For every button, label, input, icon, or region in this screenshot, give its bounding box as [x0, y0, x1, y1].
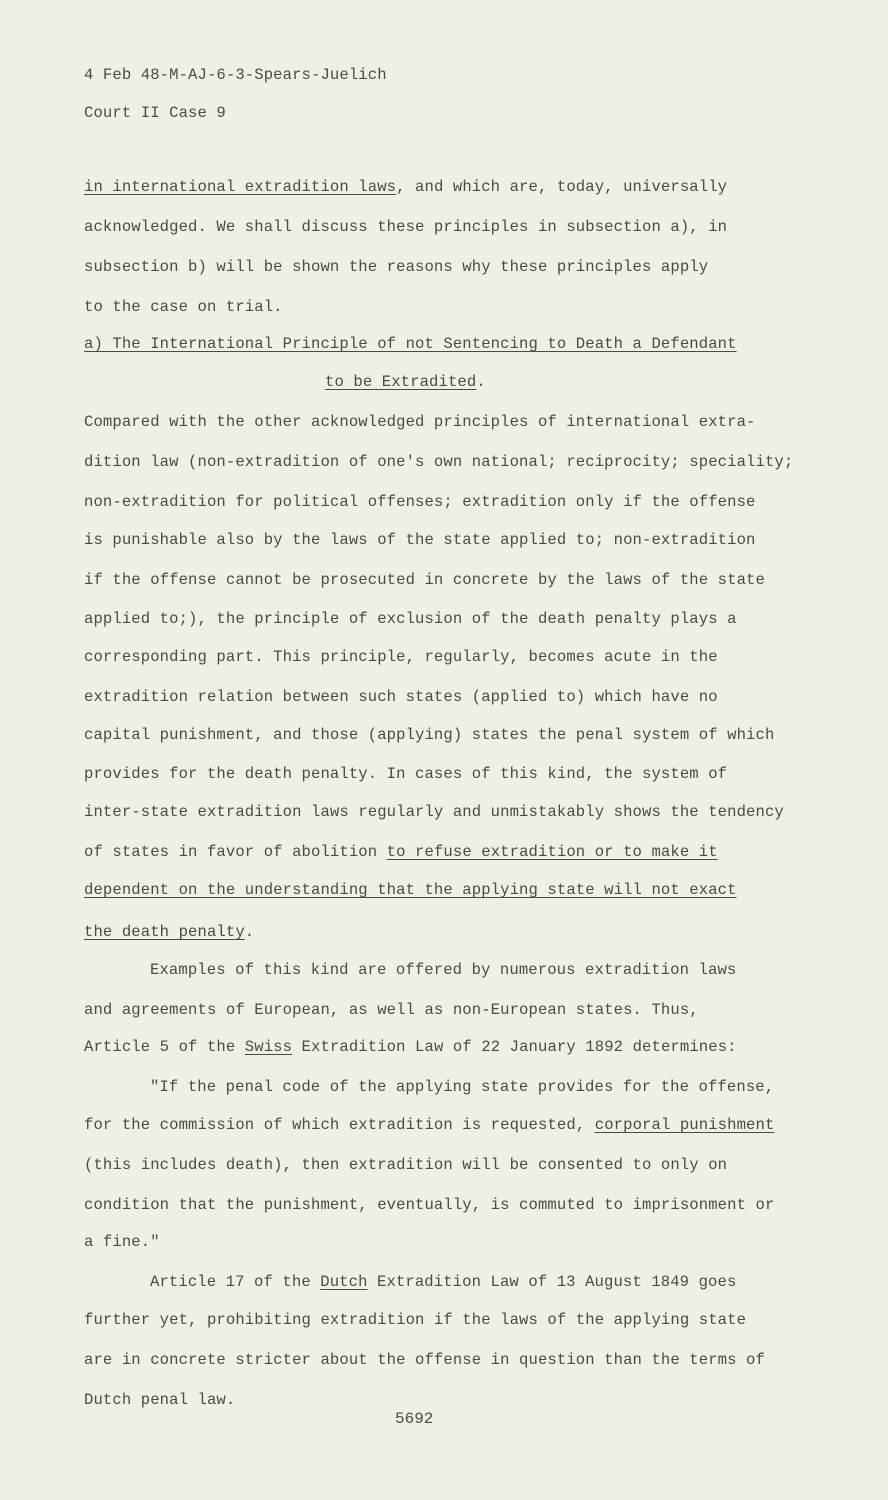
text-line — [84, 218, 727, 236]
text-line — [325, 373, 486, 391]
text-line — [84, 258, 708, 276]
text-segment: provides for the death penalty. In cases of this kind, the system of — [84, 765, 728, 783]
text-line — [84, 178, 727, 196]
text-segment: Dutch penal law. — [84, 1391, 236, 1409]
text-segment: "If the penal code of the applying state provides for the offense, — [150, 1078, 775, 1096]
text-segment: . — [244, 923, 255, 941]
underlined-text: dependent on the understanding that the applying state will not exact — [84, 881, 737, 899]
text-segment: extradition relation between such states (applied to) which have no — [84, 688, 718, 706]
text-line — [150, 1078, 774, 1096]
underlined-text: to refuse extradition or to make it — [386, 843, 718, 861]
text-line — [84, 881, 737, 899]
text-line — [84, 1351, 765, 1369]
underlined-text: the death penalty — [84, 923, 245, 941]
text-segment: subsection b) will be shown the reasons why these principles apply — [84, 258, 709, 276]
text-segment: to the case on trial. — [84, 298, 283, 316]
text-line — [84, 298, 283, 316]
underlined-text: to be Extradited — [325, 373, 477, 391]
text-segment: dition law (non-extradition of one's own national; reciprocity; speciality; — [84, 453, 794, 471]
text-segment: further yet, prohibiting extradition if the laws of the applying state — [84, 1311, 747, 1329]
text-line — [84, 1311, 746, 1329]
text-segment: for the commission of which extradition is requested, — [84, 1116, 595, 1134]
text-segment: , and which are, today, universally — [396, 178, 728, 196]
text-segment: inter-state extradition laws regularly and unmistakably shows the tendency — [84, 803, 784, 821]
text-line — [84, 1233, 160, 1251]
text-line — [84, 571, 765, 589]
text-line — [84, 493, 756, 511]
text-line — [84, 1156, 727, 1174]
text-line — [84, 803, 784, 821]
underlined-text: Swiss — [244, 1038, 293, 1056]
text-segment: (this includes death), then extradition will be consented to only on — [84, 1156, 728, 1174]
text-segment: condition that the punishment, eventually, is commuted to imprisonment or — [84, 1196, 775, 1214]
text-segment: and agreements of European, as well as non-European states. Thus, — [84, 1001, 699, 1019]
text-line — [84, 1038, 737, 1056]
text-segment: Article 5 of the — [84, 1038, 245, 1056]
text-segment: Compared with the other acknowledged principles of international extra- — [84, 413, 756, 431]
text-segment: corresponding part. This principle, regularly, becomes acute in the — [84, 648, 718, 666]
text-segment: Article 17 of the — [150, 1273, 321, 1291]
text-segment: Extradition Law of 13 August 1849 goes — [367, 1273, 737, 1291]
text-line — [84, 413, 756, 431]
text-line — [84, 453, 793, 471]
text-line — [84, 335, 737, 353]
text-line — [84, 688, 718, 706]
text-line — [84, 610, 737, 628]
text-line — [84, 531, 756, 549]
document-header-reference: 4 Feb 48-M-AJ-6-3-Spears-Juelich — [84, 66, 387, 84]
text-line — [84, 726, 774, 744]
underlined-text: in international extradition laws — [84, 178, 397, 196]
text-line — [84, 1116, 774, 1134]
page-number: 5692 — [395, 1410, 434, 1428]
text-line — [84, 1001, 699, 1019]
text-line — [84, 843, 718, 861]
text-segment: Extradition Law of 22 January 1892 determines: — [292, 1038, 737, 1056]
text-line — [150, 961, 736, 979]
text-segment: acknowledged. We shall discuss these principles in subsection a), in — [84, 218, 728, 236]
document-header-court: Court II Case 9 — [84, 104, 226, 122]
text-segment: are in concrete stricter about the offense in question than the terms of — [84, 1351, 765, 1369]
text-line — [84, 923, 254, 941]
text-segment: a fine." — [84, 1233, 160, 1251]
text-line — [150, 1273, 736, 1291]
text-segment: is punishable also by the laws of the state applied to; non-extradition — [84, 531, 756, 549]
text-segment: capital punishment, and those (applying) states the penal system of which — [84, 726, 775, 744]
text-segment: of states in favor of abolition — [84, 843, 387, 861]
text-line — [84, 1196, 774, 1214]
text-segment: Examples of this kind are offered by numerous extradition laws — [150, 961, 737, 979]
text-line — [84, 648, 718, 666]
underlined-text: corporal punishment — [594, 1116, 775, 1134]
underlined-text: Dutch — [320, 1273, 368, 1291]
underlined-text: a) The International Principle of not Sentencing to Death a Defendant — [84, 335, 737, 353]
text-line — [84, 1391, 235, 1409]
text-segment: applied to;), the principle of exclusion of the death penalty plays a — [84, 610, 737, 628]
text-segment: . — [476, 373, 486, 391]
text-segment: if the offense cannot be prosecuted in concrete by the laws of the state — [84, 571, 765, 589]
text-segment: non-extradition for political offenses; extradition only if the offense — [84, 493, 756, 511]
text-line — [84, 765, 727, 783]
